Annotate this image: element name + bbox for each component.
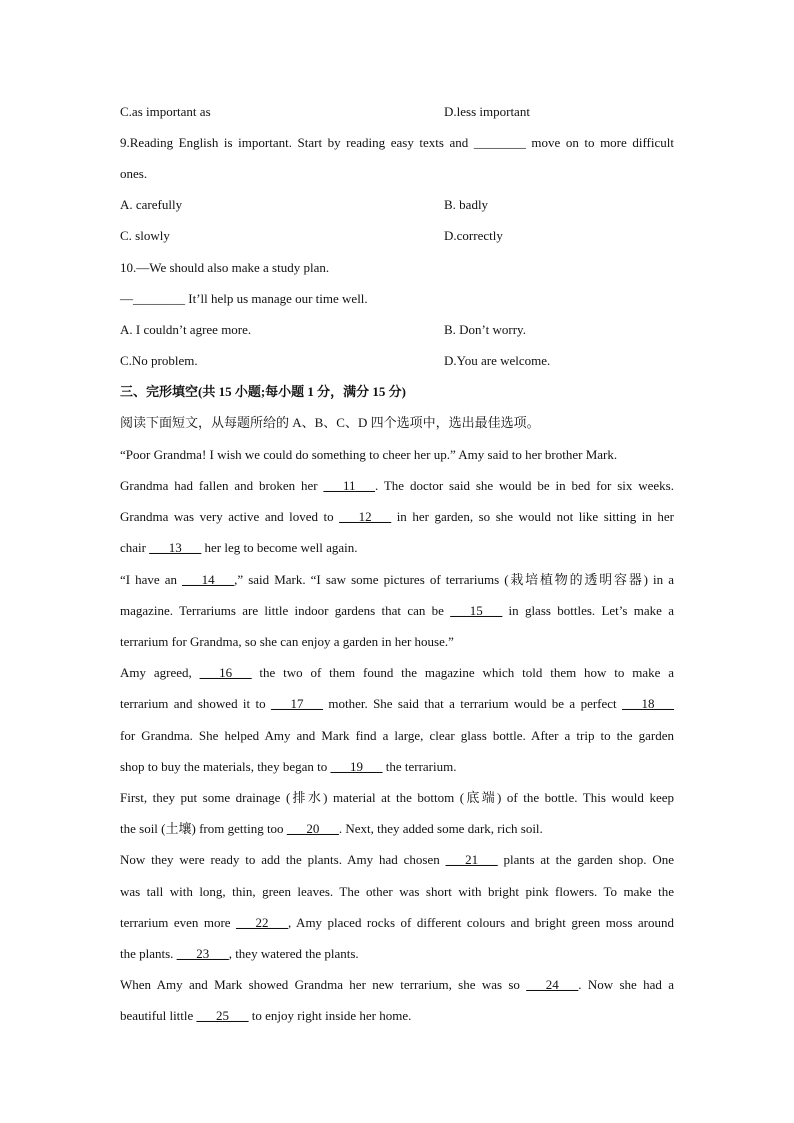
q9-stem-cont: ones. xyxy=(120,166,148,181)
blank-17: ___17___ xyxy=(271,696,323,711)
passage-line: Grandma was very active and loved to ___12___ in her garden, so she would not like sitting in her xyxy=(120,509,674,524)
q9-option-b: B. badly xyxy=(444,197,489,212)
blank-11: ___11___ xyxy=(323,478,375,493)
passage-line: “I have an ___14___,” said Mark. “I saw some pictures of terrariums (栽培植物的透明容器) in a xyxy=(120,572,674,587)
q10-option-a: A. I couldn’t agree more. xyxy=(120,322,252,337)
passage-line: Now they were ready to add the plants. Amy had chosen ___21___ plants at the garden shop. One xyxy=(120,852,674,867)
q9-option-c: C. slowly xyxy=(120,228,170,243)
blank-19: ___19___ xyxy=(330,759,383,774)
q9-option-d: D.correctly xyxy=(444,228,503,243)
blank-18: ___18___ xyxy=(622,696,675,711)
blank-15: ___15___ xyxy=(450,603,503,618)
passage-line: terrarium and showed it to ___17___ mother. She said that a terrarium would be a perfect ___18___ xyxy=(120,696,675,711)
passage-line: for Grandma. She helped Amy and Mark find a large, clear glass bottle. After a trip to the garden xyxy=(120,728,674,743)
blank-21: ___21___ xyxy=(445,852,498,867)
passage-line: beautiful little ___25___ to enjoy right inside her home. xyxy=(120,1008,412,1023)
passage-line: was tall with long, thin, green leaves. The other was short with bright pink flowers. To make the xyxy=(120,884,674,899)
q10-option-b: B. Don’t worry. xyxy=(444,322,526,337)
passage-line: chair ___13___ her leg to become well again. xyxy=(120,540,358,555)
q10-stem-cont: —________ It’ll help us manage our time well. xyxy=(120,291,368,306)
q8-option-d: D.less important xyxy=(444,104,530,119)
section-heading: 三、完形填空(共 15 小题;每小题 1 分，满分 15 分) xyxy=(120,384,406,399)
passage-line: terrarium even more ___22___, Amy placed rocks of different colours and bright green moss around xyxy=(120,915,675,930)
blank-16: ___16___ xyxy=(199,665,252,680)
blank-12: ___12___ xyxy=(339,509,392,524)
blank-24: ___24___ xyxy=(526,977,579,992)
blank-13: ___13___ xyxy=(149,540,202,555)
blank-14: ___14___ xyxy=(182,572,235,587)
q9-option-a: A. carefully xyxy=(120,197,183,212)
blank-23: ___23___ xyxy=(176,946,229,961)
section-instruction: 阅读下面短文，从每题所给的 A、B、C、D 四个选项中，选出最佳选项。 xyxy=(120,415,540,430)
passage-line: Amy agreed, ___16___ the two of them found the magazine which told them how to make a xyxy=(120,665,674,680)
blank-22: ___22___ xyxy=(236,915,289,930)
q10-option-d: D.You are welcome. xyxy=(444,353,551,368)
passage-line: terrarium for Grandma, so she can enjoy a garden in her house.” xyxy=(120,634,454,649)
q8-option-c: C.as important as xyxy=(120,104,211,119)
passage-line: shop to buy the materials, they began to ___19___ the terrarium. xyxy=(120,759,457,774)
q9-stem: 9.Reading English is important. Start by reading easy texts and ________ move on to more difficult xyxy=(120,135,674,150)
blank-20: ___20___ xyxy=(286,821,339,836)
passage-line: When Amy and Mark showed Grandma her new terrarium, she was so ___24___. Now she had a xyxy=(120,977,674,992)
passage-line: First, they put some drainage (排水) material at the bottom (底端) of the bottle. This would keep xyxy=(120,790,674,805)
passage-line: “Poor Grandma! I wish we could do something to cheer her up.” Amy said to her brother Mark. xyxy=(120,447,618,462)
blank-25: ___25___ xyxy=(196,1008,249,1023)
passage-line: magazine. Terrariums are little indoor gardens that can be ___15___ in glass bottles. Let’s make a xyxy=(120,603,674,618)
passage-line: Grandma had fallen and broken her ___11___. The doctor said she would be in bed for six weeks. xyxy=(120,478,674,493)
passage-line: the soil (土壤) from getting too ___20___. Next, they added some dark, rich soil. xyxy=(120,821,543,836)
passage-line: the plants. ___23___, they watered the plants. xyxy=(120,946,359,961)
q10-option-c: C.No problem. xyxy=(120,353,198,368)
q10-stem: 10.—We should also make a study plan. xyxy=(120,260,330,275)
